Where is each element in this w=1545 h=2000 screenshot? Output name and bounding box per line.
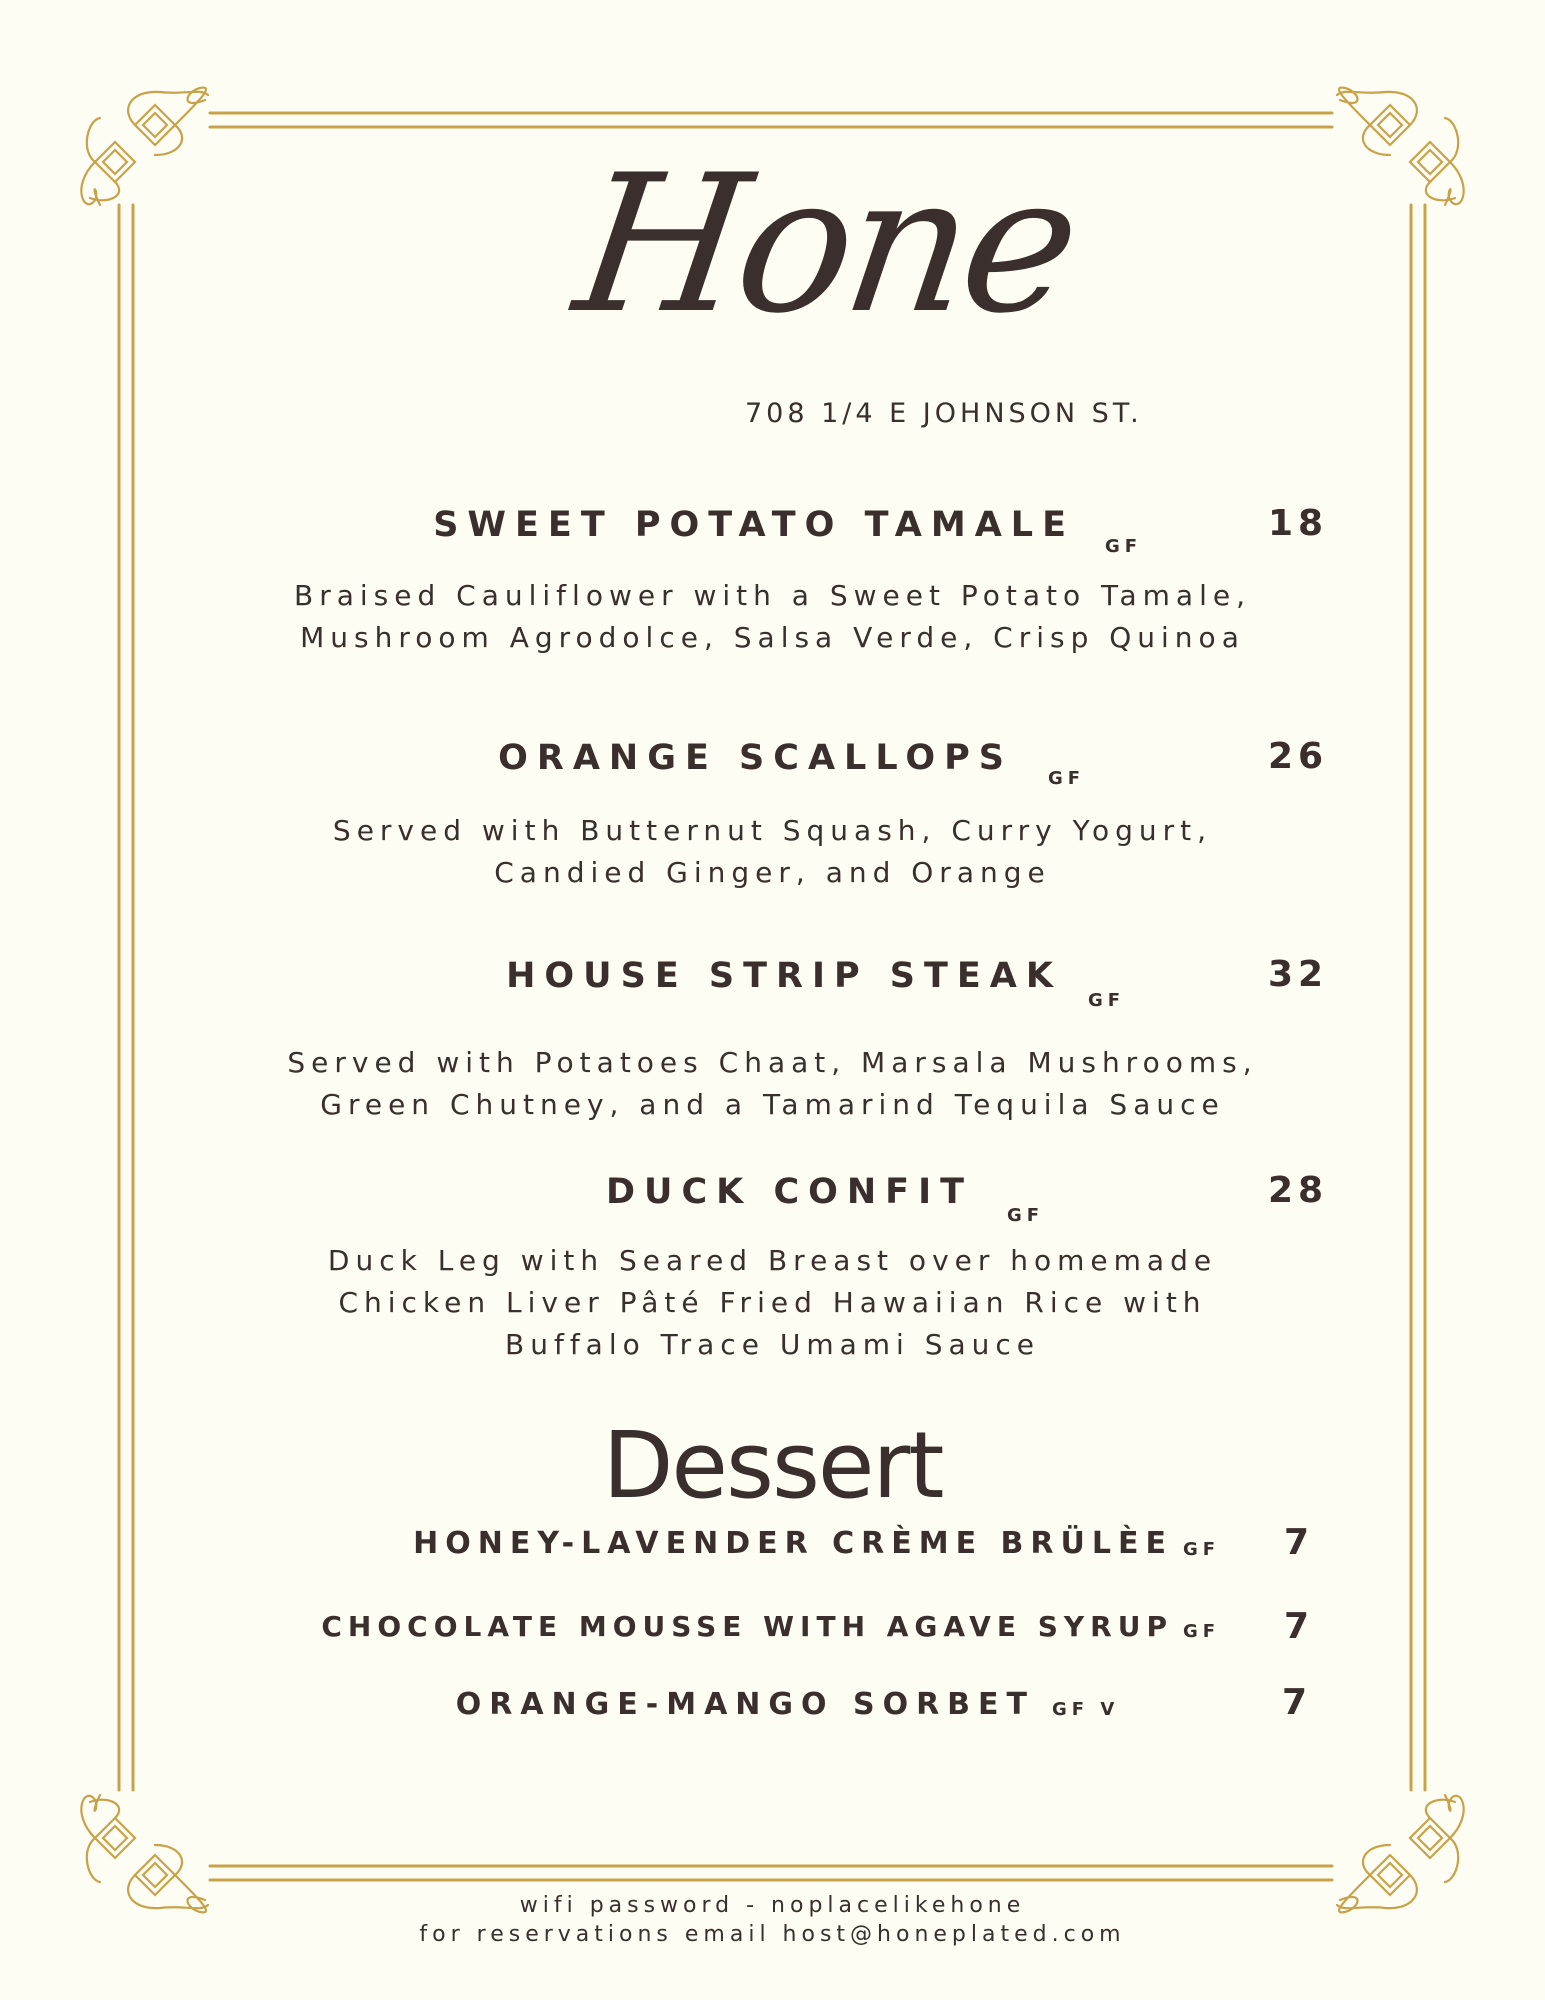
dessert-item-tag: GF V xyxy=(1052,1699,1120,1720)
description-line: Duck Leg with Seared Breast over homemade xyxy=(327,1244,1218,1277)
menu-item-name: ORANGE SCALLOPS xyxy=(498,738,1013,778)
wifi-password-text: wifi password - noplacelikehone xyxy=(519,1893,1026,1918)
restaurant-logo: Hone xyxy=(564,134,1087,355)
description-line: Green Chutney, and a Tamarind Tequila Sauce xyxy=(320,1088,1225,1121)
menu-item-name: SWEET POTATO TAMALE xyxy=(433,505,1075,545)
description-line: Mushroom Agrodolce, Salsa Verde, Crisp Quinoa xyxy=(300,621,1245,654)
menu-item-tag: GF xyxy=(1007,1205,1045,1226)
menu-item-description xyxy=(230,575,1315,659)
reservations-text: for reservations email host@honeplated.com xyxy=(419,1922,1126,1947)
description-line: Candied Ginger, and Orange xyxy=(494,856,1051,889)
dessert-heading: Dessert xyxy=(602,1412,943,1519)
description-line: Buffalo Trace Umami Sauce xyxy=(505,1328,1040,1361)
description-line: Served with Potatoes Chaat, Marsala Mushrooms, xyxy=(287,1046,1258,1079)
menu-item-price: 26 xyxy=(1268,736,1329,777)
dessert-item-tag: GF xyxy=(1183,1621,1221,1642)
menu-item-description xyxy=(230,1240,1315,1366)
menu-item-description xyxy=(230,1042,1315,1126)
menu-item-description xyxy=(230,810,1315,894)
dessert-item-price: 7 xyxy=(1282,1682,1308,1723)
restaurant-address: 708 1/4 E JOHNSON ST. xyxy=(745,398,1143,429)
menu-item-name: HOUSE STRIP STEAK xyxy=(506,956,1062,996)
corner-ornament-top-right xyxy=(1337,88,1464,205)
description-line: Braised Cauliflower with a Sweet Potato Tamale, xyxy=(294,579,1251,612)
corner-ornament-top-left xyxy=(81,88,208,205)
dessert-item-price: 7 xyxy=(1284,1606,1310,1647)
description-line: Served with Butternut Squash, Curry Yogurt, xyxy=(332,814,1213,847)
dessert-item-name: CHOCOLATE MOUSSE WITH AGAVE SYRUP xyxy=(321,1610,1173,1643)
dessert-item-name: HONEY-LAVENDER CRÈME BRÜLÈE xyxy=(413,1526,1173,1561)
dessert-item-tag: GF xyxy=(1183,1539,1221,1560)
menu-item-price: 18 xyxy=(1268,503,1329,544)
menu-item-name: DUCK CONFIT xyxy=(605,1172,973,1212)
description-line: Chicken Liver Pâté Fried Hawaiian Rice with xyxy=(338,1286,1207,1319)
dessert-item-name: ORANGE-MANGO SORBET xyxy=(455,1687,1035,1722)
menu-item-tag: GF xyxy=(1105,536,1143,557)
menu-item-price: 32 xyxy=(1268,954,1329,995)
dessert-item-price: 7 xyxy=(1284,1522,1310,1563)
menu-item-tag: GF xyxy=(1088,990,1126,1011)
menu-item-price: 28 xyxy=(1268,1170,1329,1211)
menu-item-tag: GF xyxy=(1048,768,1086,789)
